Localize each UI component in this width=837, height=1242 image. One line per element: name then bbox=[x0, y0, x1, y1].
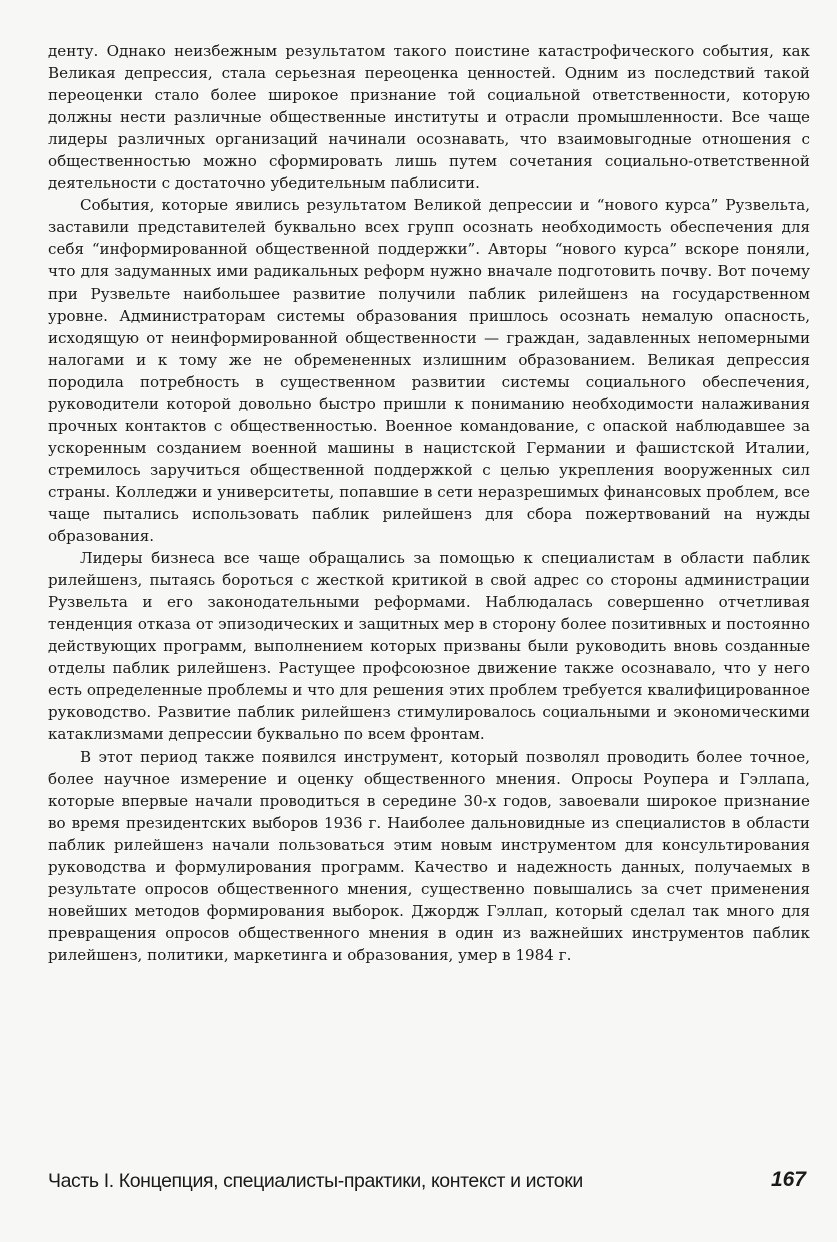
paragraph-new-deal: События, которые явились результатом Великой депрессии и “нового курса” Рузвельта, заставили представителей буквально всех групп осознать необходимость обеспечения для себя “информированной общественной поддержки”. Авторы “нового курса” вскоре поняли, что для задуманных ими радикальных реформ нужно вначале подготовить почву. Вот почему при Рузвельте наибольшее развитие получили паблик рилейшенз на государственном уровне. Администраторам системы образования пришлось осознать немалую опасность, исходящую от неинформированной общественности — граждан, задавленных непомерными налогами и к тому же не обремененных излишним образованием. Великая депрессия породила потребность в существенном развитии системы социального обеспечения, руководители которой довольно быстро пришли к пониманию необходимости налаживания прочных контактов с общественностью. Военное командование, с опаской наблюдавшее за ускоренным созданием военной машины в нацистской Германии и фашистской Италии, стремилось заручиться общественной поддержкой с целью укрепления вооруженных сил страны. Колледжи и университеты, попавшие в сети неразрешимых финансовых проблем, все чаще пытались использовать паблик рилейшенз для сбора пожертвований на нужды образования. bbox=[48, 196, 810, 546]
page-number: 167 bbox=[770, 1168, 806, 1191]
body-text bbox=[48, 40, 810, 966]
paragraph-business-leaders: Лидеры бизнеса все чаще обращались за помощью к специалистам в области паблик рилейшенз, пытаясь бороться с жесткой критикой в свой адрес со стороны администрации Рузвельта и его законодательными реформами. Наблюдалась совершенно отчетливая тенденция отказа от эпизодических и защитных мер в сторону более позитивных и постоянно действующих программ, выполнением которых призваны были руководить вновь созданные отделы паблик рилейшенз. Растущее профсоюзное движение также осознавало, что у него есть определенные проблемы и что для решения этих проблем требуется квалифицированное руководство. Развитие паблик рилейшенз стимулировалось социальными и экономическими катаклизмами депрессии буквально по всем фронтам. bbox=[48, 549, 810, 744]
paragraph-opinion-polls: В этот период также появился инструмент, который позволял проводить более точное, более научное измерение и оценку общественного мнения. Опросы Роупера и Гэллапа, которые впервые начали проводиться в середине 30-х годов, завоевали широкое признание во время президентских выборов 1936 г. Наиболее дальновидные из специалистов в области паблик рилейшенз начали пользоваться этим новым инструментом для консультирования руководства и формулирования программ. Качество и надежность данных, получаемых в результате опросов общественного мнения, существенно повышались за счет применения новейших методов формирования выборок. Джордж Гэллап, который сделал так много для превращения опросов общественного мнения в один из важнейших инструментов паблик рилейшенз, политики, маркетинга и образования, умер в 1984 г. bbox=[48, 747, 810, 964]
paragraph-continued: денту. Однако неизбежным результатом такого поистине катастрофического события, как Великая депрессия, стала серьезная переоценка ценностей. Одним из последствий такой переоценки стало более широкое признание той социальной ответственности, которую должны нести различные общественные институты и отрасли промышленности. Все чаще лидеры различных организаций начинали осознавать, что взаимовыгодные отношения с общественностью можно сформировать лишь путем сочетания социально-ответственной деятельности с достаточно убедительным паблисити. bbox=[48, 42, 810, 193]
page-footer bbox=[48, 1166, 810, 1196]
running-title: Часть I. Концепция, специалисты-практики, контекст и истоки bbox=[48, 1170, 583, 1192]
